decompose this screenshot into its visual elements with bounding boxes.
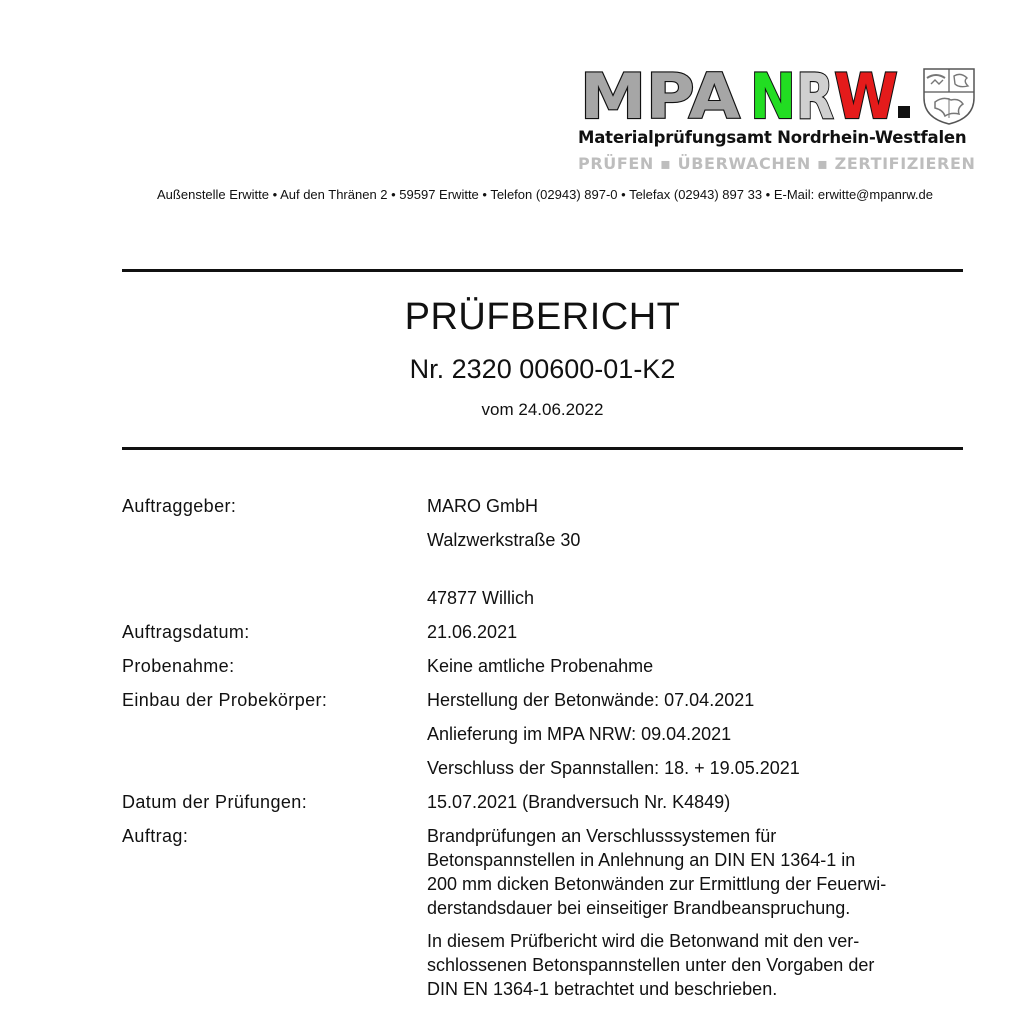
logo-mpa-text: MPA xyxy=(580,62,741,126)
logo-wordmark xyxy=(578,62,978,126)
assignment-line: Brandprüfungen an Verschlusssystemen für xyxy=(427,826,777,846)
assignment-line: In diesem Prüfbericht wird die Betonwand mit den ver- xyxy=(427,931,860,951)
assignment-label: Auftrag: xyxy=(122,826,189,846)
logo-w-letter: W xyxy=(834,62,898,126)
logo-subtitle: Materialprüfungsamt Nordrhein-Westfalen xyxy=(578,128,967,147)
test-date-label: Datum der Prüfungen: xyxy=(122,792,308,812)
logo-r-letter: R xyxy=(796,62,834,126)
sampling-label: Probenahme: xyxy=(122,656,235,676)
assignment-line: 200 mm dicken Betonwänden zur Ermittlung der Feuerwi- xyxy=(427,874,887,894)
installation-value-3: Verschluss der Spannstallen: 18. + 19.05.2021 xyxy=(427,758,800,778)
assignment-line: Betonspannstellen in Anlehnung an DIN EN 1364-1 in xyxy=(427,850,856,870)
logo-n-letter: N xyxy=(750,62,796,126)
assignment-line: derstandsdauer bei einseitiger Brandbeanspruchung. xyxy=(427,898,851,918)
sampling-value: Keine amtliche Probenahme xyxy=(427,656,654,676)
client-city: 47877 Willich xyxy=(427,588,535,608)
assignment-paragraph-2 xyxy=(427,929,967,1001)
mpa-nrw-logo xyxy=(578,62,978,182)
report-title: PRÜFBERICHT xyxy=(404,296,681,338)
client-street: Walzwerkstraße 30 xyxy=(427,530,581,550)
report-date: vom 24.06.2022 xyxy=(481,400,604,419)
installation-value-1: Herstellung der Betonwände: 07.04.2021 xyxy=(427,690,755,710)
order-date-value: 21.06.2021 xyxy=(427,622,518,642)
assignment-line: DIN EN 1364-1 betrachtet und beschrieben. xyxy=(427,979,778,999)
client-name: MARO GmbH xyxy=(427,496,539,516)
bottom-divider xyxy=(122,447,963,450)
nrw-coat-of-arms-icon xyxy=(924,69,974,124)
installation-value-2: Anlieferung im MPA NRW: 09.04.2021 xyxy=(427,724,732,744)
logo-tagline: PRÜFEN ▪ ÜBERWACHEN ▪ ZERTIFIZIEREN xyxy=(578,154,976,173)
order-date-label: Auftragsdatum: xyxy=(122,622,250,642)
report-number: Nr. 2320 00600-01-K2 xyxy=(409,354,676,384)
client-label: Auftraggeber: xyxy=(122,496,237,516)
assignment-line: schlossenen Betonspannstellen unter den Vorgaben der xyxy=(427,955,875,975)
installation-label: Einbau der Probekörper: xyxy=(122,690,328,710)
office-address-line: Außenstelle Erwitte • Auf den Thränen 2 • 59597 Erwitte • Telefon (02943) 897-0 • Telefax (02943) 897 33 • E-Mail: erwitte@mpanrw.de xyxy=(157,187,933,202)
assignment-paragraph-1 xyxy=(427,824,967,920)
logo-dot xyxy=(898,106,910,118)
top-divider xyxy=(122,269,963,272)
test-date-value: 15.07.2021 (Brandversuch Nr. K4849) xyxy=(427,792,731,812)
